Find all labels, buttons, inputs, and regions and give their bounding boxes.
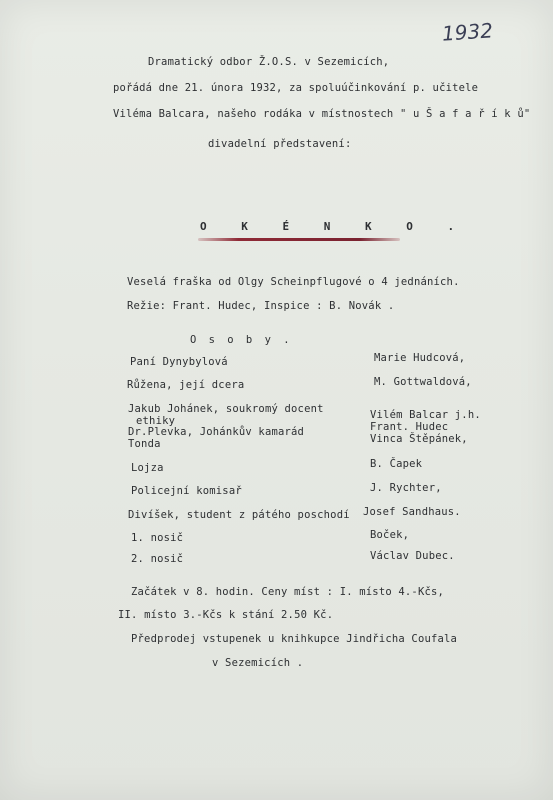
cast-role: Tonda xyxy=(128,438,161,450)
footer-line-1: Začátek v 8. hodin. Ceny míst : I. místo 4.-Kčs, xyxy=(131,586,445,598)
cast-actor: Marie Hudcová, xyxy=(374,352,466,364)
cast-actor: Boček, xyxy=(370,529,410,541)
cast-actor: Vilém Balcar j.h. xyxy=(370,409,481,421)
cast-role: 2. nosič xyxy=(131,553,184,565)
title-underline xyxy=(198,238,400,241)
intro-line-4: divadelní představení: xyxy=(208,138,352,150)
cast-actor: J. Rychter, xyxy=(370,482,442,494)
cast-actor: Václav Dubec. xyxy=(370,550,455,562)
cast-role: ethiky xyxy=(136,415,176,427)
cast-actor: B. Čapek xyxy=(370,458,423,470)
cast-role: Jakub Johánek, soukromý docent xyxy=(128,403,324,415)
cast-role: Paní Dynybylová xyxy=(130,356,228,368)
direction-line: Režie: Frant. Hudec, Inspice : B. Novák . xyxy=(127,300,395,312)
footer-line-4: v Sezemicích . xyxy=(212,657,304,669)
cast-role: 1. nosič xyxy=(131,532,184,544)
cast-actor: Vinca Štěpánek, xyxy=(370,433,468,445)
cast-role: Růžena, její dcera xyxy=(127,379,245,391)
cast-actor: Frant. Hudec xyxy=(370,421,449,433)
cast-role: Divíšek, student z pátého poschodí xyxy=(128,509,350,521)
intro-line-2: pořádá dne 21. února 1932, za spoluúčinkování p. učitele xyxy=(113,82,479,94)
cast-role: Policejní komisař xyxy=(131,485,242,497)
cast-actor: Josef Sandhaus. xyxy=(363,506,461,518)
footer-line-2: II. místo 3.-Kčs k stání 2.50 Kč. xyxy=(118,609,334,621)
cast-actor: M. Gottwaldová, xyxy=(374,376,472,388)
cast-role: Dr.Plevka, Johánkův kamarád xyxy=(128,426,305,438)
play-subtitle: Veselá fraška od Olgy Scheinpflugové o 4 jednáních. xyxy=(127,276,460,288)
intro-line-3: Viléma Balcara, našeho rodáka v místnostech " u Š a f a ř í k ů" xyxy=(113,108,531,120)
footer-line-3: Předprodej vstupenek u knihkupce Jindřicha Coufala xyxy=(131,633,458,645)
play-title: O K É N K O . xyxy=(200,220,469,233)
cast-heading: O s o b y . xyxy=(190,334,293,346)
handwritten-year: 1932 xyxy=(441,18,494,46)
intro-line-1: Dramatický odbor Ž.O.S. v Sezemicích, xyxy=(148,56,390,68)
cast-role: Lojza xyxy=(131,462,164,474)
